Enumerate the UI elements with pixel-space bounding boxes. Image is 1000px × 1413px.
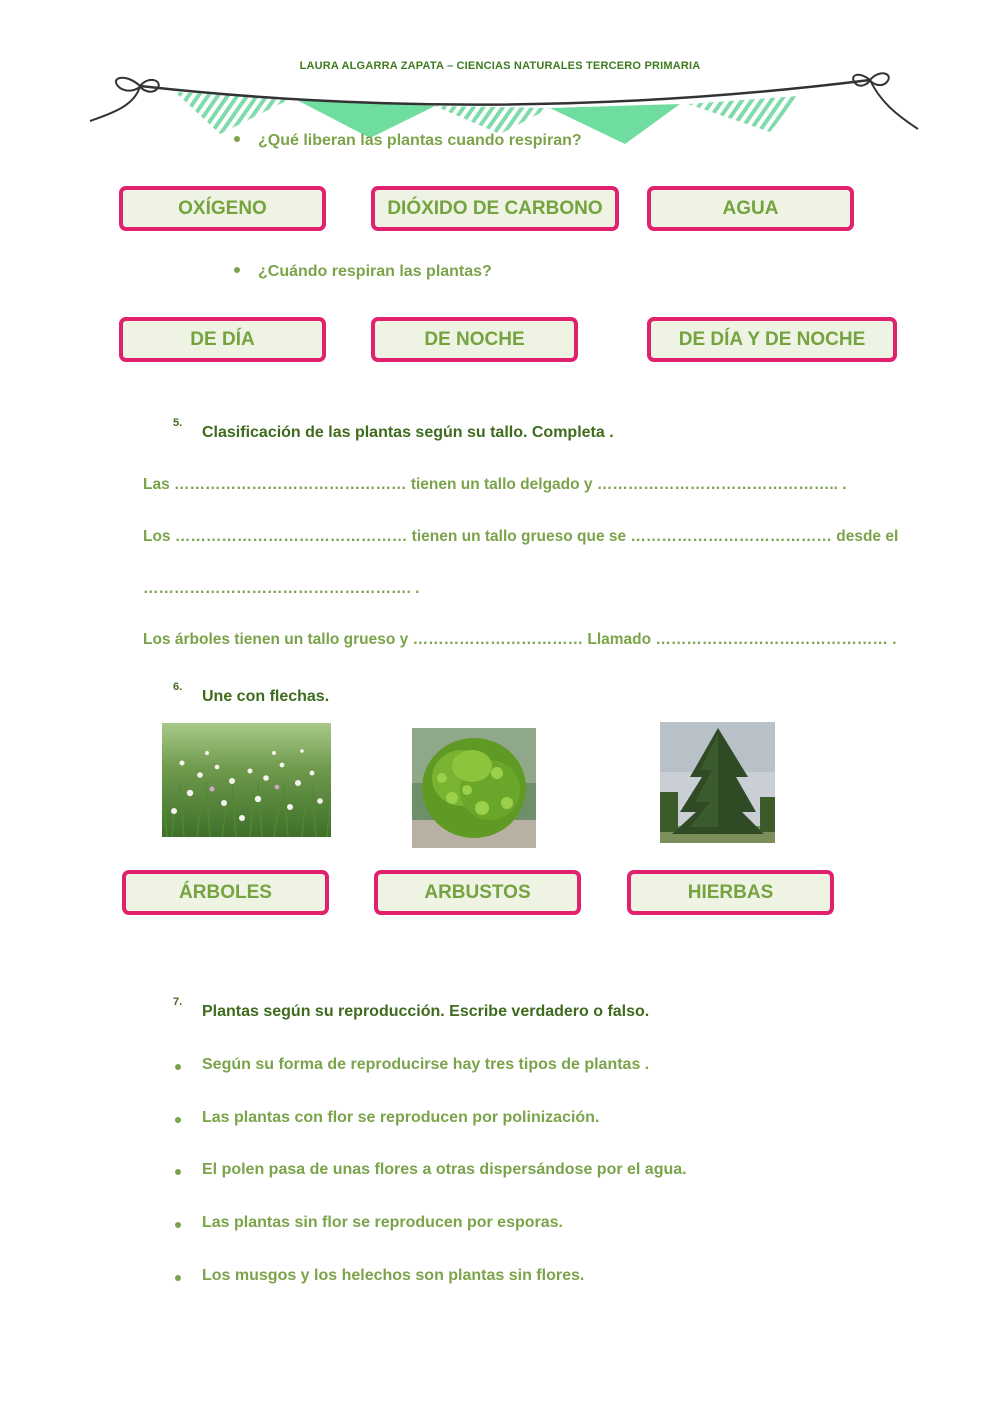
section-6-number: 6. [173, 681, 183, 693]
bullet-icon [234, 267, 240, 273]
option-dioxido-de-carbono[interactable]: DIÓXIDO DE CARBONO [371, 186, 619, 231]
fill-line[interactable]: Las ……………………………………… tienen un tallo delgado y ……………………………………….. . [143, 476, 847, 493]
section-7-number: 7. [173, 996, 183, 1008]
option-arbustos[interactable]: ARBUSTOS [374, 870, 581, 915]
bunting-flag [435, 106, 550, 134]
option-oxigeno[interactable]: OXÍGENO [119, 186, 326, 231]
fill-line[interactable]: Los árboles tienen un tallo grueso y …………………………… Llamado ……………………………………… . [143, 631, 897, 648]
statement-text: Según su forma de reproducirse hay tres tipos de plantas . [202, 1056, 650, 1073]
question-when [234, 263, 492, 281]
option-de-noche[interactable]: DE NOCHE [371, 317, 578, 362]
question-text: ¿Cuándo respiran las plantas? [258, 263, 492, 280]
bullet-icon [175, 1222, 181, 1228]
bunting-flag [688, 96, 798, 132]
true-false-item[interactable] [202, 1267, 584, 1285]
true-false-item[interactable] [202, 1109, 599, 1127]
option-de-dia-y-de-noche[interactable]: DE DÍA Y DE NOCHE [647, 317, 897, 362]
shrub-bush-photo[interactable] [412, 728, 536, 848]
option-arboles[interactable]: ÁRBOLES [122, 870, 329, 915]
option-de-dia[interactable]: DE DÍA [119, 317, 326, 362]
bullet-icon [175, 1117, 181, 1123]
fir-tree-photo[interactable] [660, 722, 775, 843]
section-7-title: Plantas según su reproducción. Escribe verdadero o falso. [202, 1003, 650, 1020]
bullet-icon [175, 1275, 181, 1281]
section-6-title: Une con flechas. [202, 688, 330, 705]
true-false-item[interactable] [202, 1056, 649, 1074]
bullet-icon [175, 1169, 181, 1175]
true-false-item[interactable] [202, 1214, 563, 1232]
section-5-number: 5. [173, 417, 183, 429]
statement-text: Las plantas sin flor se reproducen por esporas. [202, 1214, 563, 1231]
true-false-item[interactable] [202, 1161, 687, 1179]
page-header: LAURA ALGARRA ZAPATA – CIENCIAS NATURALES TERCERO PRIMARIA [299, 60, 701, 72]
bullet-icon [175, 1064, 181, 1070]
statement-text: Los musgos y los helechos son plantas sin flores. [202, 1267, 585, 1284]
question-text: ¿Qué liberan las plantas cuando respiran? [258, 132, 582, 149]
grass-meadow-photo[interactable] [162, 723, 331, 837]
question-release [234, 132, 582, 150]
fill-line[interactable]: Los ……………………………………… tienen un tallo grueso que se ………………………………… desde el [143, 528, 899, 545]
option-agua[interactable]: AGUA [647, 186, 854, 231]
section-5-title: Clasificación de las plantas según su tallo. Completa . [202, 424, 614, 441]
statement-text: Las plantas con flor se reproducen por polinización. [202, 1109, 600, 1126]
option-hierbas[interactable]: HIERBAS [627, 870, 834, 915]
bullet-icon [234, 136, 240, 142]
fill-line[interactable]: ……………………………………………. . [143, 580, 420, 597]
statement-text: El polen pasa de unas flores a otras dispersándose por el agua. [202, 1161, 687, 1178]
